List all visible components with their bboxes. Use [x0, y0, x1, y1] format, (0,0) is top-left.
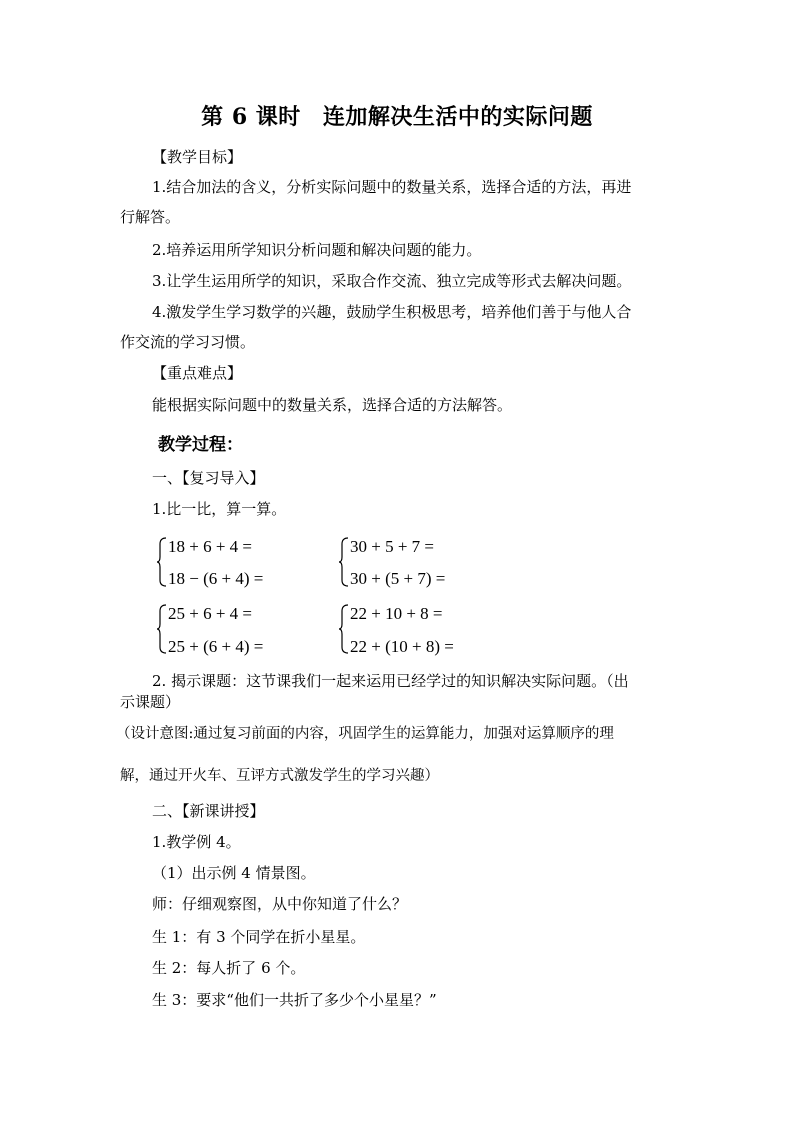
brace-icon	[338, 604, 350, 654]
exercise-3a: 25 + 6 + 4 =	[168, 604, 253, 623]
exercise-4a: 22 + 10 + 8 =	[350, 604, 443, 623]
new-lesson-label: 二、【新课讲授】	[152, 802, 265, 820]
goals-label: 【教学目标】	[152, 148, 243, 166]
brace-icon	[156, 604, 168, 654]
exercise-3b: 25 + (6 + 4) =	[168, 637, 264, 656]
review-label: 一、【复习导入】	[152, 469, 265, 487]
review-item-1: 1.比一比，算一算。	[152, 500, 287, 518]
exercise-1a: 18 + 6 + 4 =	[168, 537, 253, 556]
design-intent-line-1: （设计意图:通过复习前面的内容，巩固学生的运算能力，加强对运算顺序的理	[116, 726, 614, 742]
reveal-topic-line-1: 2. 揭示课题：这节课我们一起来运用已经学过的知识解决实际问题。（出	[152, 672, 629, 690]
student-1-answer: 生 1：有 3 个同学在折小星星。	[152, 928, 366, 946]
key-points-label: 【重点难点】	[152, 364, 243, 382]
new-lesson-item-1: 1.教学例 4。	[152, 833, 241, 851]
brace-icon	[156, 537, 168, 587]
new-lesson-item-1-sub: （1）出示例 4 情景图。	[152, 864, 316, 882]
reveal-topic-line-2: 示课题）	[120, 693, 181, 711]
lesson-number: 第 6 课时	[201, 104, 301, 130]
lesson-topic: 连加解决生活中的实际问题	[322, 104, 593, 130]
student-2-answer: 生 2：每人折了 6 个。	[152, 959, 306, 977]
process-heading: 教学过程：	[158, 435, 243, 455]
teacher-question: 师：仔细观察图，从中你知道了什么？	[152, 895, 408, 913]
goal-1-line-1: 1.结合加法的含义，分析实际问题中的数量关系，选择合适的方法，再进	[152, 178, 632, 196]
key-points-text: 能根据实际问题中的数量关系，选择合适的方法解答。	[152, 396, 513, 414]
exercise-2b: 30 + (5 + 7) =	[350, 569, 446, 588]
goal-4-line-1: 4.激发学生学习数学的兴趣，鼓励学生积极思考，培养他们善于与他人合	[152, 303, 632, 321]
exercise-1b: 18 − (6 + 4) =	[168, 569, 264, 588]
goal-4-line-2: 作交流的学习习惯。	[120, 333, 256, 351]
student-3-answer: 生 3：要求“他们一共折了多少个小星星？”	[152, 991, 437, 1009]
exercise-4b: 22 + (10 + 8) =	[350, 637, 454, 656]
goal-2: 2.培养运用所学知识分析问题和解决问题的能力。	[152, 241, 482, 259]
goal-1-line-2: 行解答。	[120, 208, 181, 226]
page-title	[0, 100, 794, 131]
exercise-2a: 30 + 5 + 7 =	[350, 537, 435, 556]
design-intent-line-2: 解，通过开火车、互评方式激发学生的学习兴趣）	[120, 768, 439, 784]
goal-3: 3.让学生运用所学的知识，采取合作交流、独立完成等形式去解决问题。	[152, 272, 632, 290]
brace-icon	[338, 537, 350, 587]
